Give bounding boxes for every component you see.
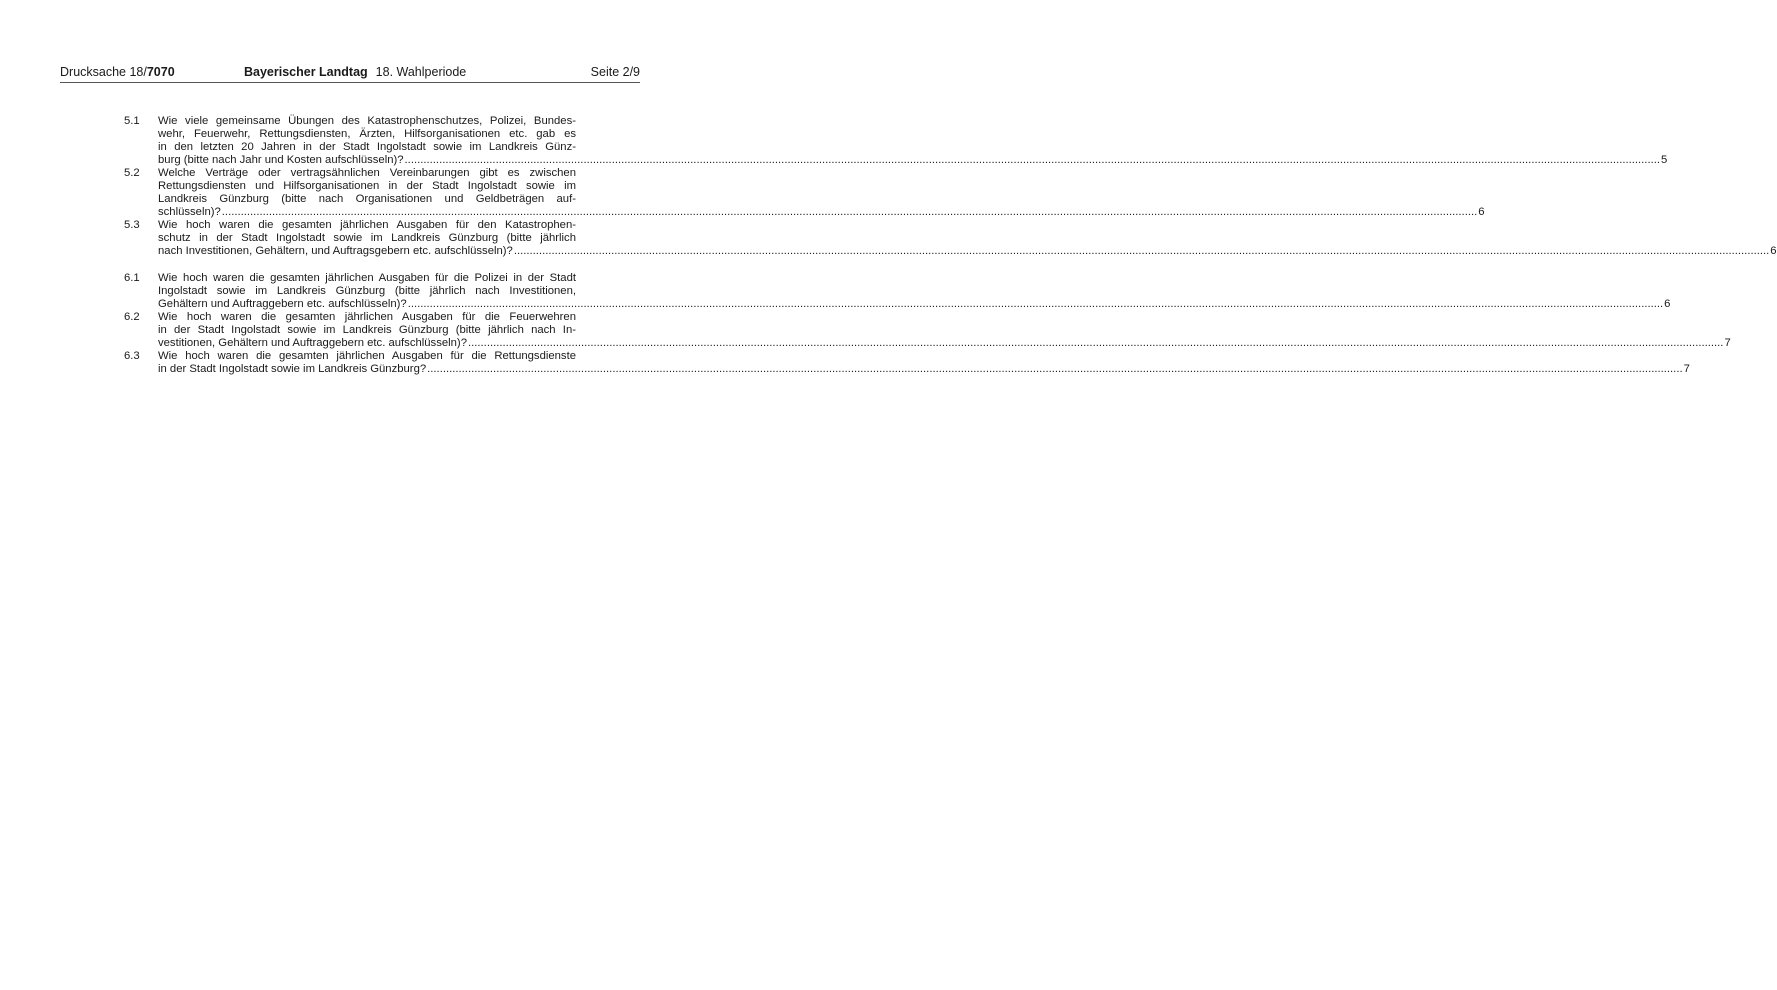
toc-entry[interactable]: [124, 272, 1671, 311]
document-number-value: 7070: [146, 65, 175, 79]
toc-entry-number: 6.2: [124, 311, 140, 323]
toc-entry-number: 5.1: [124, 115, 140, 127]
document-number: [60, 64, 175, 80]
parliament-info: [244, 64, 466, 80]
dot-leader: ................................................................................................................................................................................................................................................................................................................................................................................................................: [467, 337, 1724, 349]
toc-entry-text-line: wehr, Feuerwehr, Rettungsdiensten, Ärzten, Hilfsorganisationen etc. gab es: [158, 128, 576, 140]
table-of-contents: [124, 115, 1777, 376]
toc-entry-text-line: burg (bitte nach Jahr und Kosten aufschlüsseln)?: [158, 154, 404, 166]
toc-entry-text-line: in der Stadt Ingolstadt sowie im Landkreis Günzburg?: [158, 363, 427, 375]
toc-entry-text-line: vestitionen, Gehältern und Auftraggebern etc. aufschlüsseln)?: [158, 337, 467, 349]
toc-entry-text-line: Rettungsdiensten und Hilfsorganisationen in der Stadt Ingolstadt sowie im: [158, 180, 576, 192]
toc-entry-last-line: [158, 206, 1485, 219]
toc-entry-last-line: [158, 337, 1731, 350]
toc-entry-last-line: [158, 154, 1668, 167]
header-rule: [60, 82, 640, 83]
toc-entry-number: 6.3: [124, 350, 140, 362]
toc-entry-page: 7: [1683, 363, 1690, 375]
toc-entry-text-line: Wie viele gemeinsame Übungen des Katastrophenschutzes, Polizei, Bundes-: [158, 115, 576, 127]
dot-leader: ................................................................................................................................................................................................................................................................................................................................................................................................................: [221, 206, 1478, 218]
toc-entry-text-line: in den letzten 20 Jahren in der Stadt Ingolstadt sowie im Landkreis Günz-: [158, 141, 576, 153]
dot-leader: ................................................................................................................................................................................................................................................................................................................................................................................................................: [404, 154, 1661, 166]
toc-entry-page: 6: [1664, 298, 1671, 310]
toc-entry-text-line: Wie hoch waren die gesamten jährlichen Ausgaben für den Katastrophen-: [158, 219, 576, 231]
toc-entry-text-line: Wie hoch waren die gesamten jährlichen Ausgaben für die Feuerwehren: [158, 311, 576, 323]
dot-leader: ................................................................................................................................................................................................................................................................................................................................................................................................................: [513, 245, 1770, 257]
toc-entry-text-line: Gehältern und Auftraggebern etc. aufschlüsseln)?: [158, 298, 407, 310]
toc-entry-page: 6: [1478, 206, 1485, 218]
dot-leader: ................................................................................................................................................................................................................................................................................................................................................................................................................: [427, 363, 1683, 375]
toc-entry[interactable]: [124, 219, 1777, 258]
toc-entry-text-line: Ingolstadt sowie im Landkreis Günzburg (bitte jährlich nach Investitionen,: [158, 285, 576, 297]
document-number-prefix: Drucksache 18/: [60, 65, 147, 79]
toc-entry-last-line: [158, 245, 1777, 258]
page-header: [60, 64, 640, 82]
legislative-term: 18. Wahlperiode: [375, 65, 467, 79]
dot-leader: ................................................................................................................................................................................................................................................................................................................................................................................................................: [407, 298, 1664, 310]
toc-entry-text-line: schutz in der Stadt Ingolstadt sowie im Landkreis Günzburg (bitte jährlich: [158, 232, 576, 244]
toc-entry-page: 7: [1724, 337, 1731, 349]
toc-entry[interactable]: [124, 311, 1731, 350]
page-indicator: Seite 2/9: [590, 65, 640, 79]
toc-entry-text-line: nach Investitionen, Gehältern, und Auftragsgebern etc. aufschlüsseln)?: [158, 245, 513, 257]
toc-entry-text-line: in der Stadt Ingolstadt sowie im Landkreis Günzburg (bitte jährlich nach In-: [158, 324, 576, 336]
toc-entry-text-line: schlüsseln)?: [158, 206, 221, 218]
toc-group: [124, 115, 1777, 258]
toc-entry-text-line: Landkreis Günzburg (bitte nach Organisationen und Geldbeträgen auf-: [158, 193, 576, 205]
toc-entry[interactable]: [124, 167, 1485, 219]
toc-entry-text-line: Welche Verträge oder vertragsähnlichen Vereinbarungen gibt es zwischen: [158, 167, 576, 179]
toc-entry-page: 6: [1770, 245, 1777, 257]
toc-entry-last-line: [158, 298, 1671, 311]
toc-entry-number: 5.2: [124, 167, 140, 179]
toc-entry[interactable]: [124, 115, 1668, 167]
parliament-name: Bayerischer Landtag: [244, 65, 368, 79]
toc-entry[interactable]: [124, 350, 1690, 376]
toc-entry-text-line: Wie hoch waren die gesamten jährlichen Ausgaben für die Rettungsdienste: [158, 350, 576, 362]
toc-entry-text-line: Wie hoch waren die gesamten jährlichen Ausgaben für die Polizei in der Stadt: [158, 272, 576, 284]
toc-group: [124, 272, 1731, 376]
toc-entry-number: 5.3: [124, 219, 140, 231]
toc-entry-page: 5: [1661, 154, 1668, 166]
toc-entry-number: 6.1: [124, 272, 140, 284]
toc-entry-last-line: [158, 363, 1690, 376]
